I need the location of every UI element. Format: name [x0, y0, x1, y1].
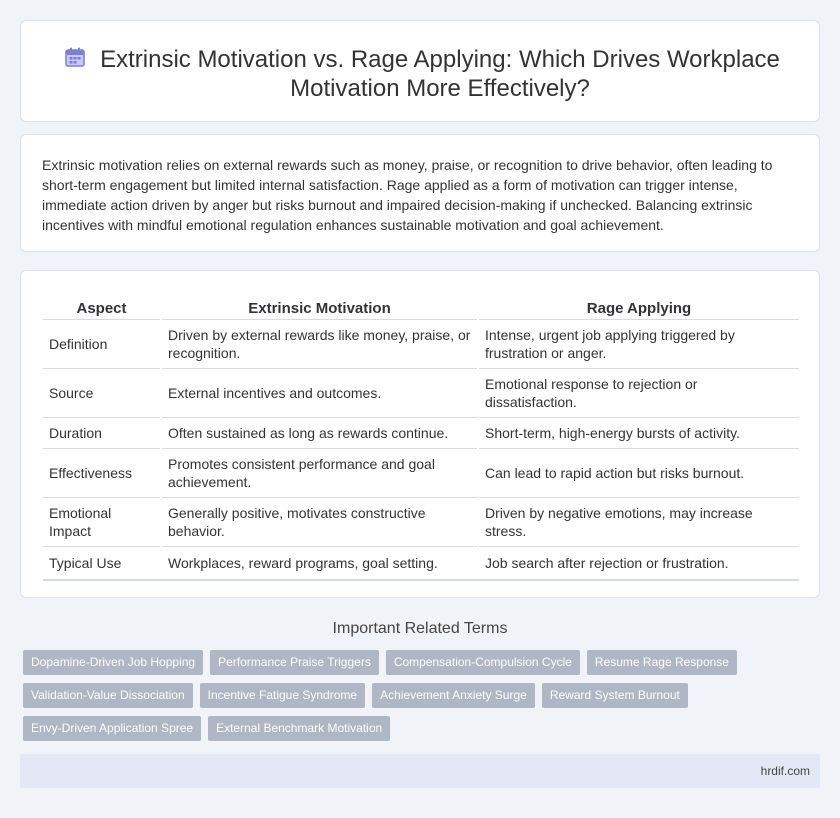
- related-term-tag[interactable]: Validation-Value Dissociation: [23, 683, 193, 708]
- comparison-card: [20, 270, 820, 598]
- row-aspect: Source: [43, 368, 161, 417]
- related-term-tag[interactable]: Achievement Anxiety Surge: [372, 683, 535, 708]
- row-rage: Driven by negative emotions, may increase stress.: [478, 497, 799, 546]
- row-rage: Short-term, high-energy bursts of activity.: [478, 417, 799, 448]
- row-extrinsic: Promotes consistent performance and goal achievement.: [161, 448, 478, 497]
- comparison-table: [43, 293, 799, 581]
- row-extrinsic: Often sustained as long as rewards continue.: [161, 417, 478, 448]
- related-term-tag[interactable]: External Benchmark Motivation: [208, 716, 390, 741]
- row-rage: Job search after rejection or frustration.: [478, 546, 799, 580]
- header-rage-applying: Rage Applying: [478, 293, 799, 319]
- row-aspect: Effectiveness: [43, 448, 161, 497]
- table-header-row: [43, 293, 799, 319]
- table-row: [43, 448, 799, 497]
- table-row: [43, 497, 799, 546]
- table-row: [43, 319, 799, 368]
- related-term-tag[interactable]: Envy-Driven Application Spree: [23, 716, 201, 741]
- title-card: [20, 20, 820, 122]
- row-extrinsic: Generally positive, motivates constructive behavior.: [161, 497, 478, 546]
- related-term-tag[interactable]: Incentive Fatigue Syndrome: [200, 683, 365, 708]
- row-rage: Emotional response to rejection or dissatisfaction.: [478, 368, 799, 417]
- calendar-icon: [63, 45, 87, 69]
- row-aspect: Typical Use: [43, 546, 161, 580]
- row-aspect: Definition: [43, 319, 161, 368]
- row-rage: Intense, urgent job applying triggered by frustration or anger.: [478, 319, 799, 368]
- footer: [20, 754, 820, 788]
- row-extrinsic: External incentives and outcomes.: [161, 368, 478, 417]
- related-term-tag[interactable]: Resume Rage Response: [587, 650, 737, 675]
- footer-site-link[interactable]: hrdif.com: [760, 764, 810, 778]
- table-row: [43, 368, 799, 417]
- related-term-tag[interactable]: Reward System Burnout: [542, 683, 688, 708]
- header-extrinsic-motivation: Extrinsic Motivation: [161, 293, 478, 319]
- related-terms-title: Important Related Terms: [332, 620, 508, 637]
- row-extrinsic: Workplaces, reward programs, goal setting.: [161, 546, 478, 580]
- row-aspect: Emotional Impact: [43, 497, 161, 546]
- row-aspect: Duration: [43, 417, 161, 448]
- related-terms-list: [23, 650, 783, 741]
- related-term-tag[interactable]: Dopamine-Driven Job Hopping: [23, 650, 203, 675]
- intro-text: Extrinsic motivation relies on external rewards such as money, praise, or recognition to drive behavior, often leading to short-term engagement but limited internal satisfaction. Rage applied as a form of motivation can trigger intense, immediate action driven by anger but risks burnout and impaired decision-making if unchecked. Balancing extrinsic incentives with mindful emotional regulation enhances sustainable motivation and goal achievement.: [42, 157, 773, 233]
- table-row: [43, 546, 799, 580]
- page-title: Extrinsic Motivation vs. Rage Applying: Which Drives Workplace Motivation More Effectively?: [100, 46, 780, 102]
- row-extrinsic: Driven by external rewards like money, praise, or recognition.: [161, 319, 478, 368]
- table-row: [43, 417, 799, 448]
- related-term-tag[interactable]: Compensation-Compulsion Cycle: [386, 650, 580, 675]
- header-aspect: Aspect: [43, 293, 161, 319]
- row-rage: Can lead to rapid action but risks burnout.: [478, 448, 799, 497]
- related-term-tag[interactable]: Performance Praise Triggers: [210, 650, 379, 675]
- intro-card: [20, 134, 820, 252]
